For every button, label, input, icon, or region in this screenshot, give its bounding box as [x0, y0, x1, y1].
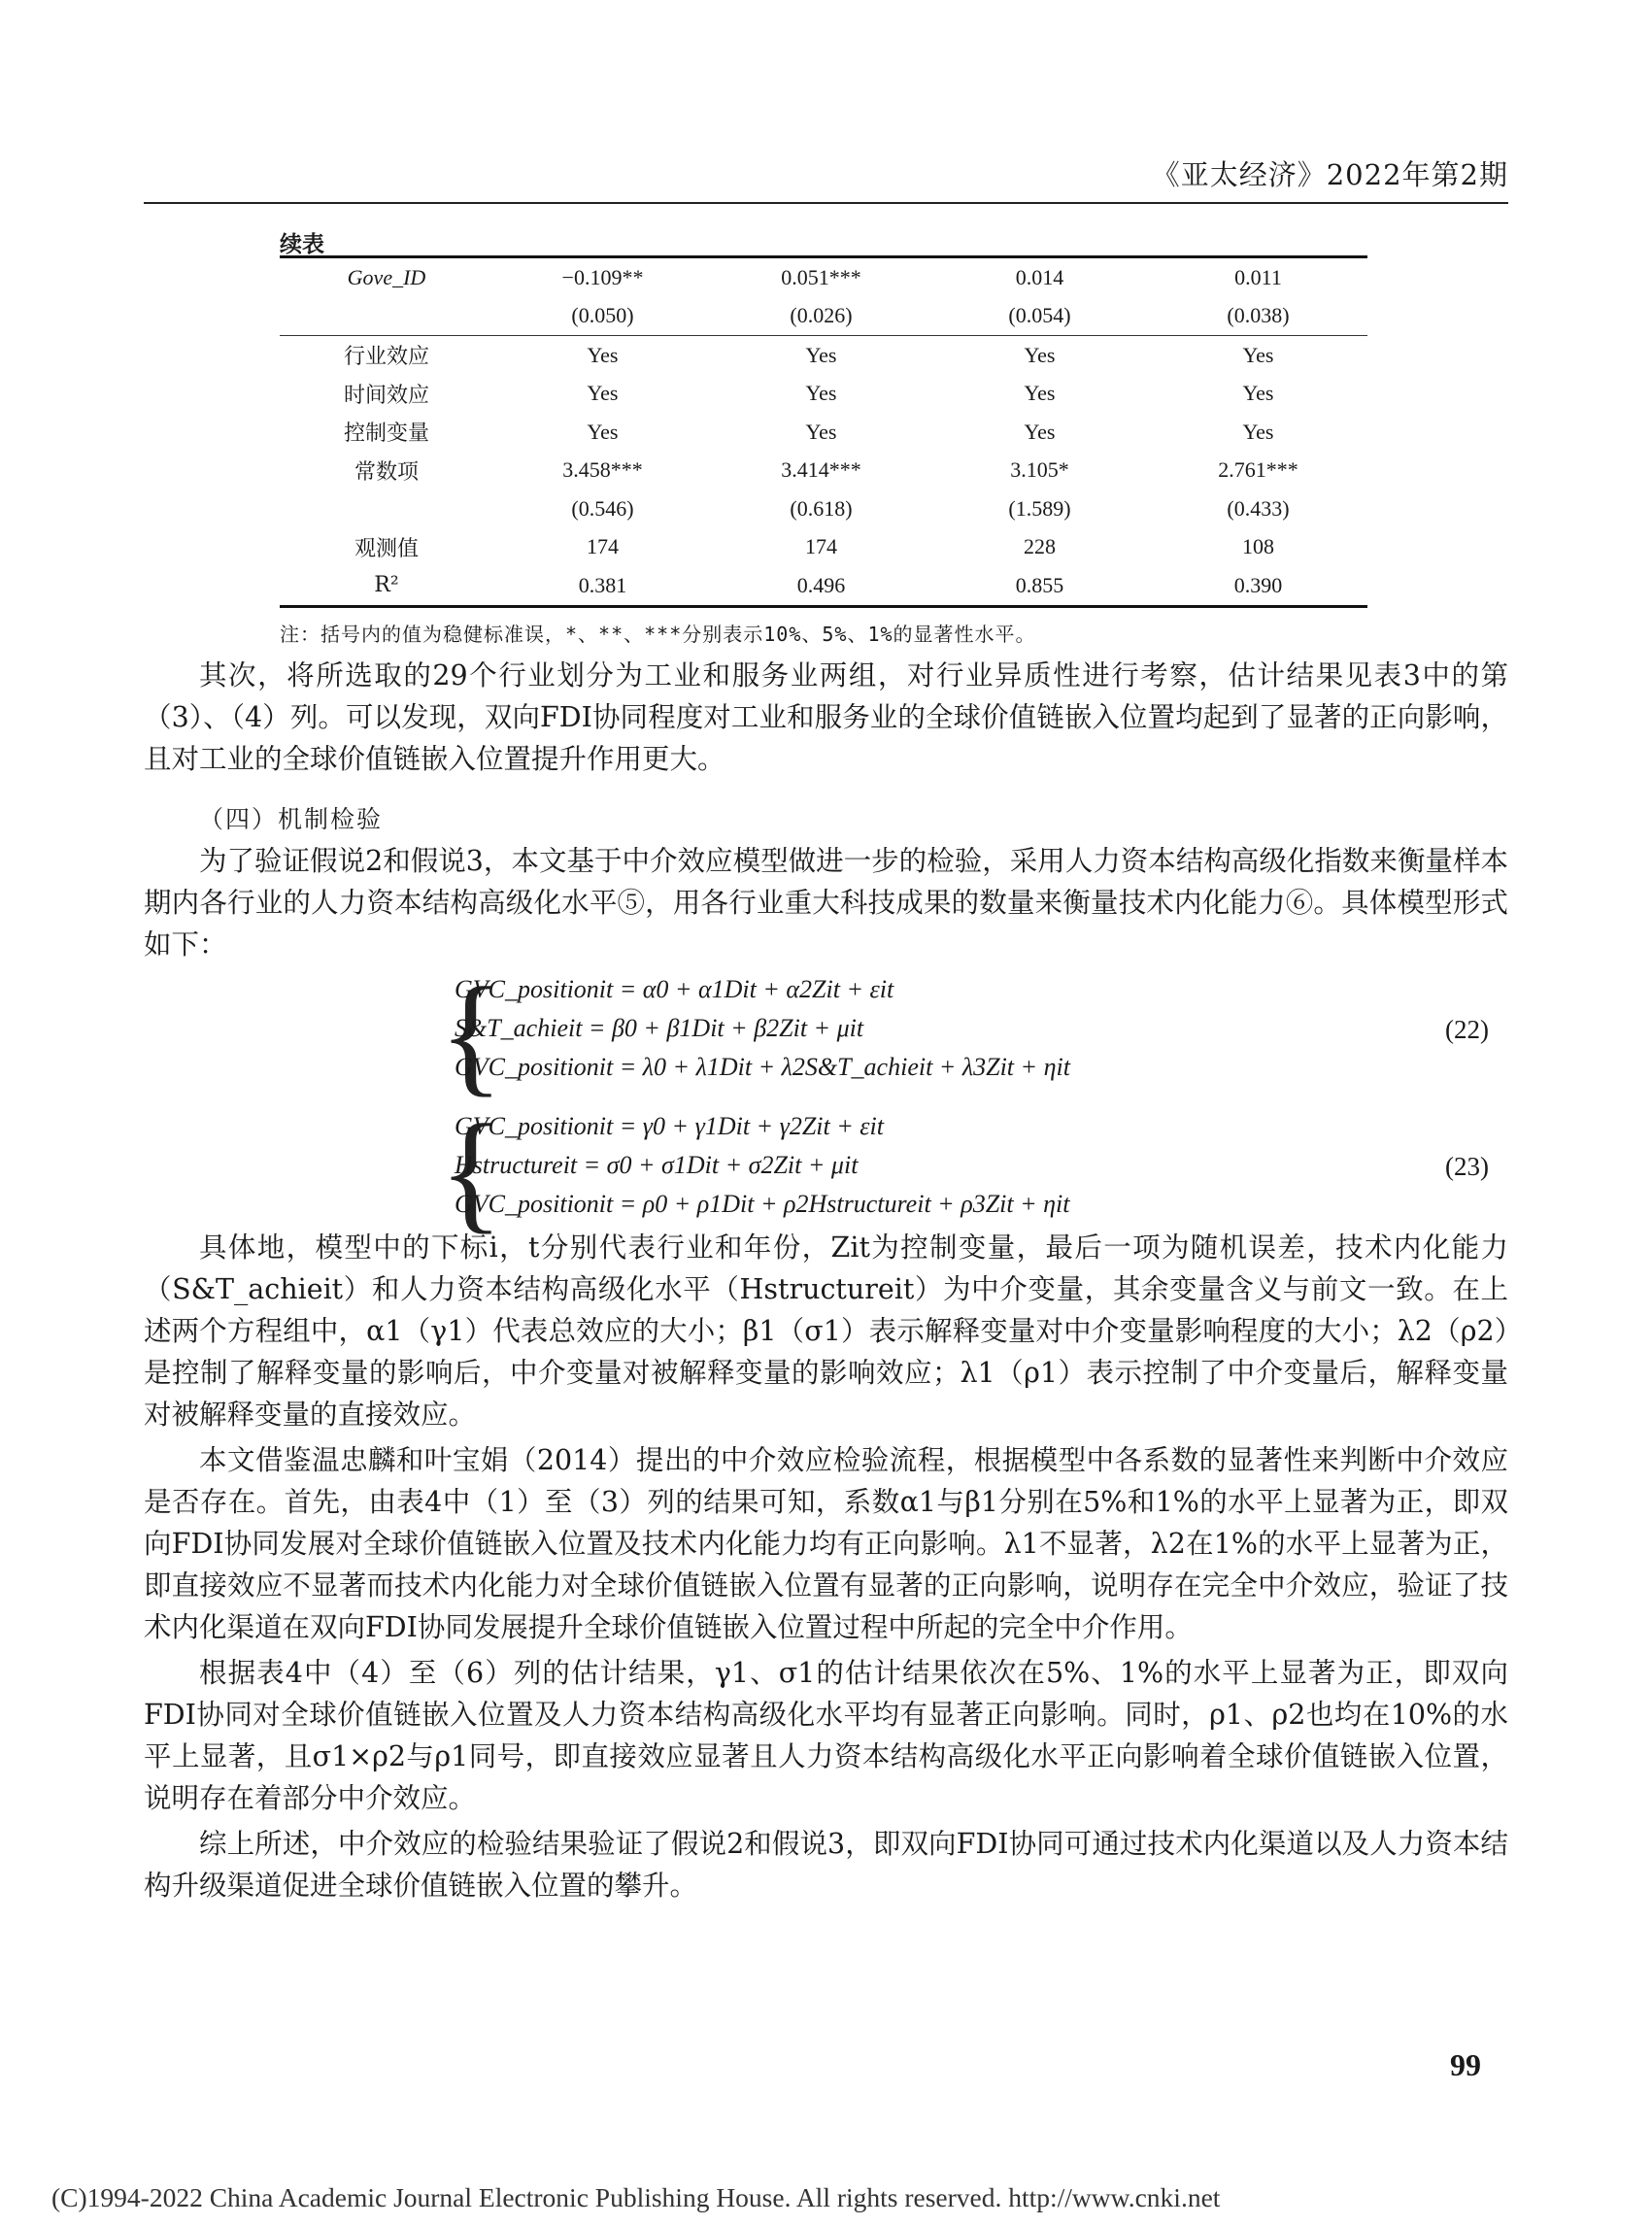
row-label: Gove_ID [347, 264, 426, 289]
paragraph-block [144, 1227, 1508, 1906]
table-cell: Yes [805, 381, 837, 406]
paragraph-text: 具体地，模型中的下标i，t分别代表行业和年份，Zit为控制变量，最后一项为随机误差，技术内化能力（S&T_achieit）和人力资本结构高级化水平（Hstructureit）为中介变量，其余变量含义与前文一致。在上述两个方程组中，α1（γ1）代表总效应的大小；β1（σ1）表示解释变量对中介变量影响程度的大小；λ2（ρ2）是控制了解释变量的影响后，中介变量对被解释变量的影响效应；λ1（ρ1）表示控制了中介变量后，解释变量对被解释变量的直接效应。 [144, 1231, 1508, 1431]
table-cell: −0.109** [561, 264, 644, 289]
table-cell: Yes [587, 381, 619, 406]
table-cell: Yes [587, 419, 619, 444]
table-row [280, 336, 1367, 375]
regression-table [280, 255, 1367, 608]
row-label: 行业效应 [343, 345, 429, 370]
table-cell: Yes [1242, 381, 1274, 406]
table-cell: 0.381 [578, 572, 627, 597]
equation-line: GVC_positionit = λ0 + λ1Dit + λ2S&T_achieit + λ3Zit + ηit [455, 1053, 1070, 1081]
paragraph-text: 其次，将所选取的29个行业划分为工业和服务业两组，对行业异质性进行考察，估计结果见表3中的第（3）、（4）列。可以发现，双向FDI协同程度对工业和服务业的全球价值链嵌入位置均起到了显著的正向影响，且对工业的全球价值链嵌入位置提升作用更大。 [144, 659, 1508, 775]
paragraph [144, 840, 1508, 965]
row-label: 时间效应 [343, 383, 429, 408]
paragraph [144, 655, 1508, 780]
table-cell: 2.761*** [1218, 457, 1298, 483]
page-number: 99 [1450, 2047, 1481, 2082]
equation-line: GVC_positionit = ρ0 + ρ1Dit + ρ2Hstructureit + ρ3Zit + ηit [455, 1190, 1070, 1218]
table-cell: 174 [587, 534, 619, 559]
paragraph-text: 综上所述，中介效应的检验结果验证了假说2和假说3，即双向FDI协同可通过技术内化渠道以及人力资本结构升级渠道促进全球价值链嵌入位置的攀升。 [144, 1828, 1508, 1902]
equation-line: GVC_positionit = γ0 + γ1Dit + γ2Zit + εit [455, 1112, 884, 1140]
table-cell: (0.038) [1227, 303, 1290, 328]
table-bottom-rule [280, 605, 1367, 608]
table-cell: 3.458*** [562, 457, 643, 483]
table-cell: 0.390 [1233, 572, 1283, 597]
table-cell: 108 [1242, 534, 1274, 559]
paragraph-text: 本文借鉴温忠麟和叶宝娟（2014）提出的中介效应检验流程，根据模型中各系数的显著性来判断中介效应是否存在。首先，由表4中（1）至（3）列的结果可知，系数α1与β1分别在5%和1%的水平上显著为正，即双向FDI协同发展对全球价值链嵌入位置及技术内化能力均有正向影响。λ1不显著，λ2在1%的水平上显著为正，即直接效应不显著而技术内化能力对全球价值链嵌入位置有显著的正向影响，说明存在完全中介效应，验证了技术内化渠道在双向FDI协同发展提升全球价值链嵌入位置过程中所起的完全中介作用。 [144, 1444, 1508, 1643]
equation-number: (23) [1445, 1152, 1489, 1181]
equation-line: Hstructureit = σ0 + σ1Dit + σ2Zit + μit [455, 1151, 859, 1179]
table-row [280, 413, 1367, 452]
equation-line: S&T_achieit = β0 + β1Dit + β2Zit + μit [455, 1014, 864, 1042]
table-row [280, 375, 1367, 414]
table-row [280, 297, 1367, 336]
section-heading: （四）机制检验 [199, 805, 384, 833]
left-brace: { [439, 960, 504, 1108]
table-cell: Yes [1242, 419, 1274, 444]
table-cell: 228 [1024, 534, 1056, 559]
table-cell: 0.014 [1015, 264, 1064, 289]
table-cell: 174 [805, 534, 837, 559]
table-cell: Yes [587, 342, 619, 367]
table-note: 注：括号内的值为稳健标准误，*、**、***分别表示10%、5%、1%的显著性水平。 [280, 623, 1036, 646]
row-label: 控制变量 [343, 422, 429, 447]
table-row [280, 452, 1367, 490]
table-row [280, 566, 1367, 605]
table-row [280, 489, 1367, 528]
copyright-footer: (C)1994-2022 China Academic Journal Electronic Publishing House. All rights reserved. http://www.cnki.net [51, 2182, 1221, 2212]
table-cell: (1.589) [1008, 495, 1071, 521]
table-cell: Yes [1024, 381, 1056, 406]
row-label: R² [374, 573, 399, 598]
header-rule [144, 202, 1508, 204]
table-cell: Yes [1024, 342, 1056, 367]
paragraph-text: 为了验证假说2和假说3，本文基于中介效应模型做进一步的检验，采用人力资本结构高级化指数来衡量样本期内各行业的人力资本结构高级化水平⑤，用各行业重大科技成果的数量来衡量技术内化能力⑥。具体模型形式如下： [144, 845, 1508, 961]
table-cell: (0.050) [571, 303, 634, 328]
row-label: 常数项 [354, 459, 419, 485]
table-cell: 0.011 [1234, 264, 1282, 289]
equation-line: GVC_positionit = α0 + α1Dit + α2Zit + εit [455, 975, 894, 1003]
table-row [280, 528, 1367, 567]
table-cell: (0.546) [571, 495, 634, 521]
left-brace: { [439, 1096, 504, 1245]
table-cell: 0.496 [796, 572, 846, 597]
table-cell: 3.414*** [781, 457, 861, 483]
running-header: 《亚太经济》2022年第2期 [1151, 158, 1508, 191]
table-cell: Yes [805, 342, 837, 367]
equation-number: (22) [1445, 1015, 1489, 1044]
table-cell: 0.051*** [781, 264, 861, 289]
paragraph-text: 根据表4中（4）至（6）列的估计结果，γ1、σ1的估计结果依次在5%、1%的水平上显著为正，即双向FDI协同对全球价值链嵌入位置及人力资本结构高级化水平均有显著正向影响。同时，ρ1、ρ2也均在10%的水平上显著，且σ1×ρ2与ρ1同号，即直接效应显著且人力资本结构高级化水平正向影响着全球价值链嵌入位置，说明存在着部分中介效应。 [144, 1657, 1508, 1814]
table-cell: (0.026) [790, 303, 853, 328]
table-row [280, 258, 1367, 297]
table-cell: (0.433) [1227, 495, 1290, 521]
table-cell: Yes [1024, 419, 1056, 444]
table-cell: 3.105* [1010, 457, 1069, 483]
table-cell: Yes [805, 419, 837, 444]
row-label: 观测值 [354, 536, 419, 561]
table-cell: 0.855 [1015, 572, 1064, 597]
table-caption: 续表 [280, 231, 324, 257]
table-cell: (0.618) [790, 495, 853, 521]
table-cell: Yes [1242, 342, 1274, 367]
table-cell: (0.054) [1008, 303, 1071, 328]
